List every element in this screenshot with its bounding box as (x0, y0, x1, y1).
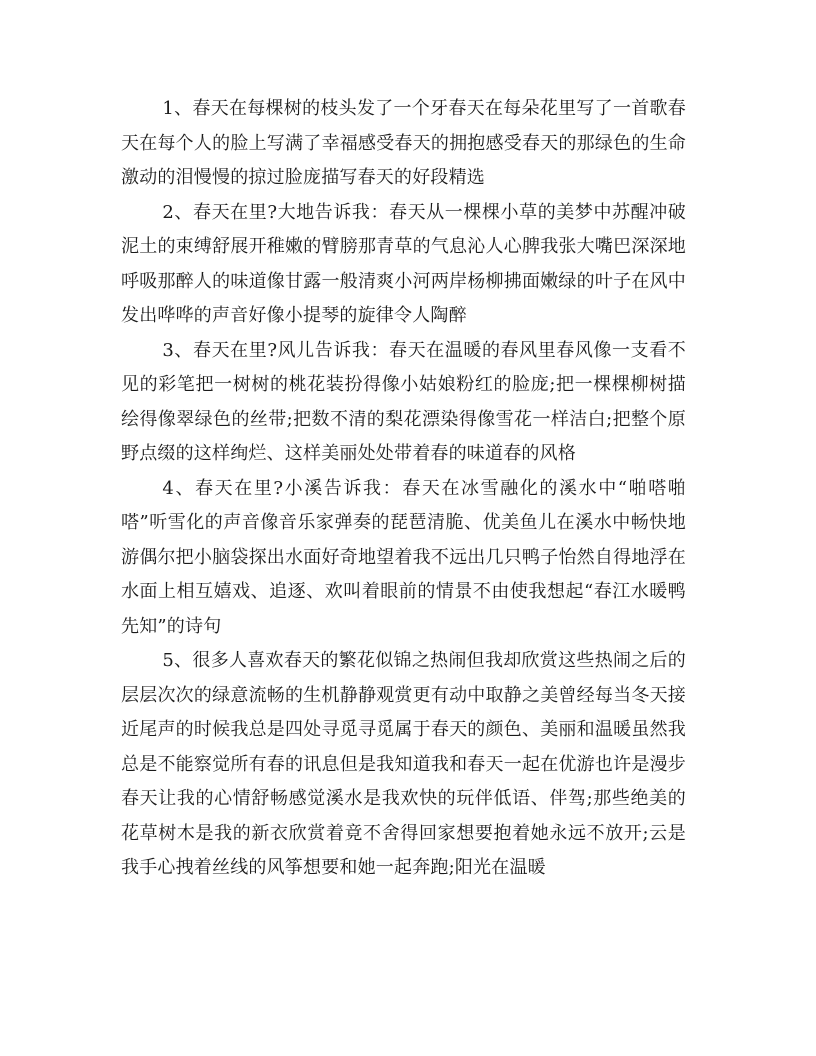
paragraph-2: 2、春天在里?大地告诉我：春天从一棵棵小草的美梦中苏醒冲破泥土的束缚舒展开稚嫩的臂膀那青草的气息沁人心脾我张大嘴巴深深地呼吸那醉人的味道像甘露一般清爽小河两岸杨柳拂面嫩绿的叶子在风中发出哗哗的声音好像小提琴的旋律令人陶醉 (121, 201, 686, 326)
paragraph-1: 1、春天在每棵树的枝头发了一个牙春天在每朵花里写了一首歌春天在每个人的脸上写满了幸福感受春天的拥抱感受春天的那绿色的生命激动的泪慢慢的掠过脸庞描写春天的好段精选 (121, 98, 686, 188)
paragraph-5: 5、很多人喜欢春天的繁花似锦之热闹但我却欣赏这些热闹之后的层层次次的绿意流畅的生机静静观赏更有动中取静之美曾经每当冬天接近尾声的时候我总是四处寻觅寻觅属于春天的颜色、美丽和温暖虽然我总是不能察觉所有春的讯息但是我知道我和春天一起在优游也许是漫步春天让我的心情舒畅感觉溪水是我欢快的玩伴低语、伴驾;那些绝美的花草树木是我的新衣欣赏着竟不舍得回家想要抱着她永远不放开;云是我手心拽着丝线的风筝想要和她一起奔跑;阳光在温暖 (121, 650, 686, 878)
paragraph-4: 4、春天在里?小溪告诉我：春天在冰雪融化的溪水中“啪嗒啪嗒”听雪化的声音像音乐家弹奏的琵琶清脆、优美鱼儿在溪水中畅快地游偶尔把小脑袋探出水面好奇地望着我不远出几只鸭子怡然自得地浮在水面上相互嬉戏、追逐、欢叫着眼前的情景不由使我想起“春江水暖鸭先知”的诗句 (121, 477, 686, 637)
document-body (121, 92, 686, 886)
paragraph-3: 3、春天在里?风儿告诉我：春天在温暖的春风里春风像一支看不见的彩笔把一树树的桃花装扮得像小姑娘粉红的脸庞;把一棵棵柳树描绘得像翠绿色的丝带;把数不清的梨花漂染得像雪花一样洁白;把整个原野点缀的这样绚烂、这样美丽处处带着春的味道春的风格 (121, 339, 686, 464)
